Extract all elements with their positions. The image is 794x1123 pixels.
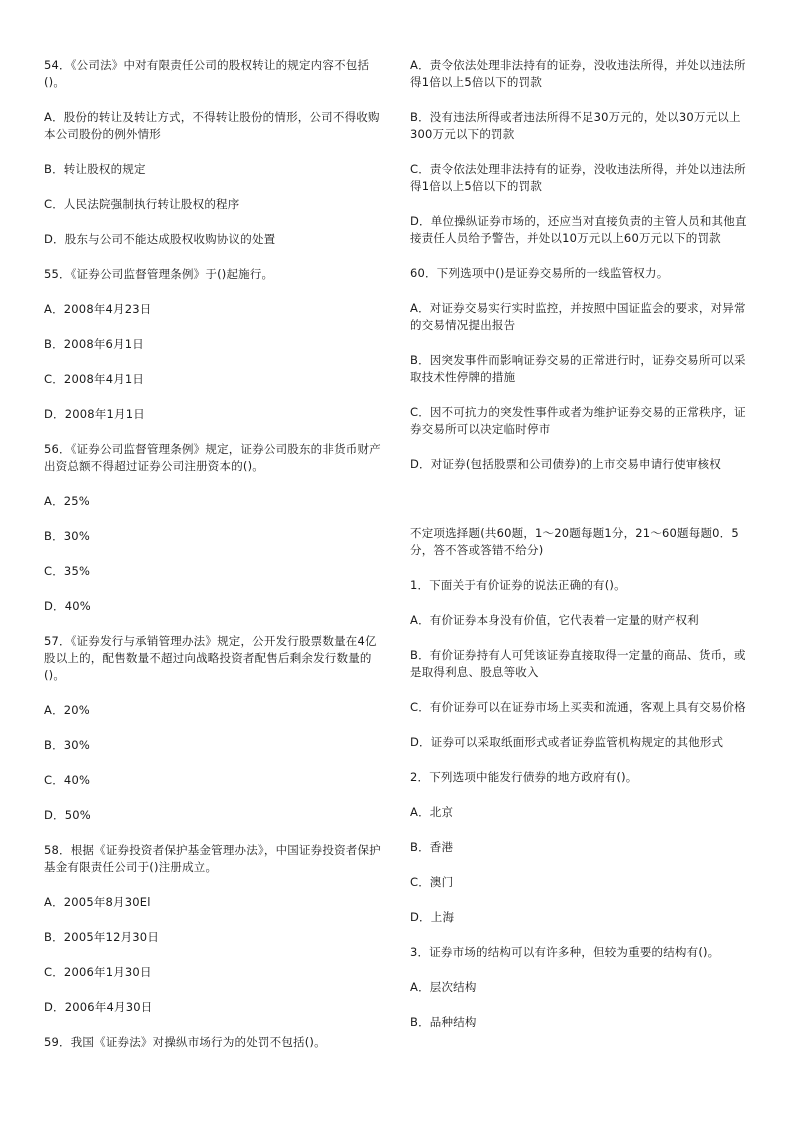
q57-option-b: B．30%	[44, 738, 90, 752]
q3-stem: 3．证券市场的结构可以有许多种，但较为重要的结构有()。	[410, 945, 720, 959]
q2-option-c: C．澳门	[410, 875, 454, 889]
right-column	[410, 57, 750, 1049]
q56-option-c: C．35%	[44, 564, 91, 578]
q55-stem: 55．《证券公司监督管理条例》于()起施行。	[44, 267, 274, 281]
q58-option-a: A．2005年8月30El	[44, 895, 151, 909]
q3-option-a: A．层次结构	[410, 980, 477, 994]
q2-option-d: D．上海	[410, 910, 455, 924]
q59-option-a: A．责令依法处理非法持有的证券，没收违法所得，并处以违法所得1倍以上5倍以下的罚款	[410, 58, 746, 89]
q58-stem: 58．根据《证券投资者保护基金管理办法》，中国证券投资者保护基金有限责任公司于()注册成立。	[44, 843, 381, 874]
q55-option-b: B．2008年6月1日	[44, 337, 144, 351]
q60-option-c: C．因不可抗力的突发性事件或者为维护证券交易的正常秩序，证券交易所可以决定临时停市	[410, 405, 746, 436]
q59-option-b: B．没有违法所得或者违法所得不足30万元的，处以30万元以上300万元以下的罚款	[410, 110, 741, 141]
q58-option-c: C．2006年1月30日	[44, 965, 152, 979]
q55-option-c: C．2008年4月1日	[44, 372, 145, 386]
q1-option-a: A．有价证券本身没有价值，它代表着一定量的财产权利	[410, 613, 699, 627]
section-heading: 不定项选择题(共60题，1～20题每题1分，21～60题每题0．5分，答不答或答错不给分)	[410, 526, 739, 557]
q54-option-a: A．股份的转让及转让方式，不得转让股份的情形，公司不得收购本公司股份的例外情形	[44, 110, 380, 141]
q1-option-d: D．证券可以采取纸面形式或者证券监管机构规定的其他形式	[410, 735, 724, 749]
q58-option-d: D．2006年4月30日	[44, 1000, 153, 1014]
q60-option-d: D．对证券(包括股票和公司债券)的上市交易申请行使审核权	[410, 457, 721, 471]
q2-option-b: B．香港	[410, 840, 454, 854]
q56-option-b: B．30%	[44, 529, 90, 543]
q2-option-a: A．北京	[410, 805, 454, 819]
left-column	[44, 57, 384, 1069]
q3-option-b: B．品种结构	[410, 1015, 477, 1029]
q57-option-d: D．50%	[44, 808, 91, 822]
q54-option-c: C．人民法院强制执行转让股权的程序	[44, 197, 240, 211]
q56-option-d: D．40%	[44, 599, 91, 613]
q1-stem: 1．下面关于有价证券的说法正确的有()。	[410, 578, 626, 592]
q60-option-a: A．对证券交易实行实时监控，并按照中国证监会的要求，对异常的交易情况提出报告	[410, 301, 746, 332]
q2-stem: 2．下列选项中能发行债券的地方政府有()。	[410, 770, 638, 784]
q59-stem: 59．我国《证券法》对操纵市场行为的处罚不包括()。	[44, 1035, 326, 1049]
q57-stem: 57．《证券发行与承销管理办法》规定，公开发行股票数量在4亿股以上的，配售数量不超过向战略投资者配售后剩余发行数量的()。	[44, 634, 377, 682]
q56-option-a: A．25%	[44, 494, 90, 508]
q59-option-d: D．单位操纵证券市场的，还应当对直接负责的主管人员和其他直接责任人员给予警告，并处以10万元以上60万元以下的罚款	[410, 214, 747, 245]
q60-stem: 60．下列选项中()是证券交易所的一线监管权力。	[410, 266, 669, 280]
q55-option-d: D．2008年1月1日	[44, 407, 145, 421]
q55-option-a: A．2008年4月23日	[44, 302, 152, 316]
q57-option-a: A．20%	[44, 703, 90, 717]
q54-option-b: B．转让股权的规定	[44, 162, 146, 176]
q60-option-b: B．因突发事件而影响证券交易的正常进行时，证券交易所可以采取技术性停牌的措施	[410, 353, 746, 384]
q57-option-c: C．40%	[44, 773, 91, 787]
section-gap	[410, 491, 750, 525]
q54-stem: 54．《公司法》中对有限责任公司的股权转让的规定内容不包括()。	[44, 58, 370, 89]
q58-option-b: B．2005年12月30日	[44, 930, 160, 944]
q1-option-b: B．有价证券持有人可凭该证券直接取得一定量的商品、货币，或是取得利息、股息等收入	[410, 648, 746, 679]
q56-stem: 56．《证券公司监督管理条例》规定，证券公司股东的非货币财产出资总额不得超过证券公司注册资本的()。	[44, 442, 381, 473]
q54-option-d: D．股东与公司不能达成股权收购协议的处置	[44, 232, 276, 246]
q59-option-c: C．责令依法处理非法持有的证券，没收违法所得，并处以违法所得1倍以上5倍以下的罚款	[410, 162, 746, 193]
q1-option-c: C．有价证券可以在证券市场上买卖和流通，客观上具有交易价格	[410, 700, 746, 714]
